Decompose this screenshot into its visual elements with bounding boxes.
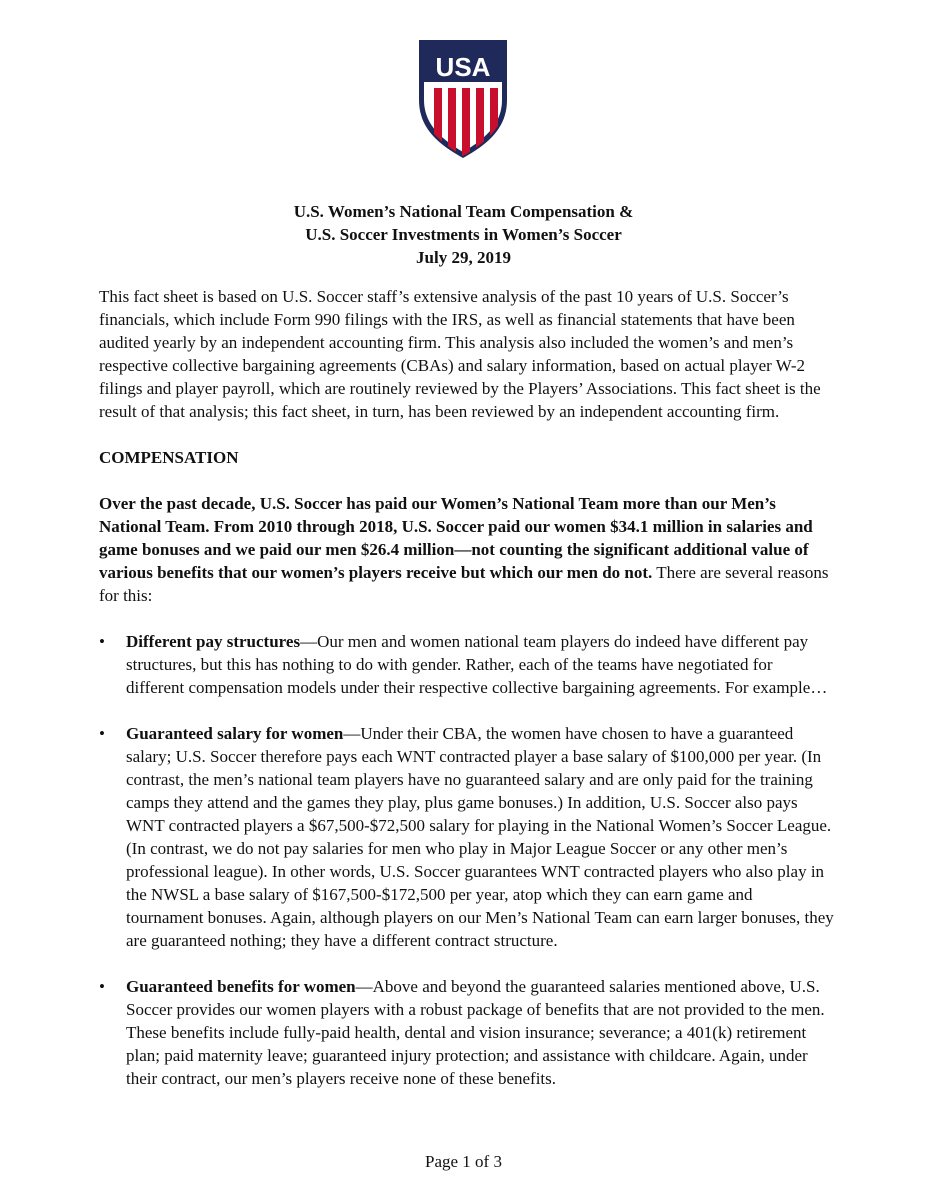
bullet-icon: • bbox=[99, 977, 105, 996]
document-title bbox=[0, 200, 927, 269]
us-soccer-crest-icon bbox=[417, 38, 509, 158]
bullet-text: —Our men and women national team players do indeed have different pay structures, but this has nothing to do with gender. Rather, each of the teams have negotiated for different compensation models under their respective collective bargaining agreements. For example… bbox=[126, 632, 828, 697]
title-date: July 29, 2019 bbox=[416, 248, 511, 267]
intro-paragraph: This fact sheet is based on U.S. Soccer staff’s extensive analysis of the past 10 years of U.S. Soccer’s financials, which include Form 990 filings with the IRS, as well as financial statements that have been audited yearly by an independent accounting firm. This analysis also included the women’s and men’s respective collective bargaining agreements (CBAs) and salary information, based on actual player W-2 filings and player payroll, which are routinely reviewed by the Players’ Associations. This fact sheet is the result of that analysis; this fact sheet, in turn, has been reviewed by an independent accounting firm. bbox=[99, 287, 821, 421]
section-heading: COMPENSATION bbox=[99, 448, 239, 467]
bullet-icon: • bbox=[99, 632, 105, 651]
crest-letters: USA bbox=[435, 52, 491, 82]
bullet-text: —Above and beyond the guaranteed salaries mentioned above, U.S. Soccer provides our women players with a robust package of benefits that are not provided to the men. These benefits include fully-paid health, dental and vision insurance; severance; a 401(k) retirement plan; paid maternity leave; guaranteed injury protection; and assistance with childcare. Again, under their contract, our men’s players receive none of these benefits. bbox=[126, 977, 825, 1088]
list-item bbox=[99, 975, 834, 1090]
bullet-title: Guaranteed benefits for women bbox=[126, 977, 356, 996]
lead-rest-text: There are several reasons for this: bbox=[99, 563, 829, 605]
bullet-title: Guaranteed salary for women bbox=[126, 724, 344, 743]
title-line-2: U.S. Soccer Investments in Women’s Soccer bbox=[305, 225, 622, 244]
lead-bold-text: Over the past decade, U.S. Soccer has paid our Women’s National Team more than our Men’s National Team. From 2010 through 2018, U.S. Soccer paid our women $34.1 million in salaries and game bonuses and we paid our men $26.4 million—not counting the significant additional value of various benefits that our women’s players receive but which our men do not. bbox=[99, 494, 813, 582]
title-line-1: U.S. Women’s National Team Compensation & bbox=[293, 202, 634, 221]
bullet-text: —Under their CBA, the women have chosen to have a guaranteed salary; U.S. Soccer therefore pays each WNT contracted player a base salary of $100,000 per year. (In contrast, the men’s national team players have no guaranteed salary and are only paid for the training camps they attend and the games they play, plus game bonuses.) In addition, U.S. Soccer also pays WNT contracted players a $67,500-$72,500 salary for playing in the National Women’s Soccer League. (In contrast, we do not pay salaries for men who play in Major League Soccer or any other men’s professional league). In other words, U.S. Soccer guarantees WNT contracted players who also play in the NWSL a base salary of $167,500-$172,500 per year, atop which they can earn game and tournament bonuses. Again, although players on our Men’s National Team can earn larger bonuses, they are guaranteed nothing; they have a different contract structure. bbox=[126, 724, 834, 950]
bullet-title: Different pay structures bbox=[126, 632, 301, 651]
bullet-list bbox=[99, 630, 834, 1090]
lead-paragraph bbox=[99, 492, 834, 607]
page-number: Page 1 of 3 bbox=[425, 1152, 502, 1171]
list-item bbox=[99, 722, 834, 952]
list-item bbox=[99, 630, 834, 699]
document-body bbox=[99, 285, 834, 1113]
bullet-icon: • bbox=[99, 724, 105, 743]
